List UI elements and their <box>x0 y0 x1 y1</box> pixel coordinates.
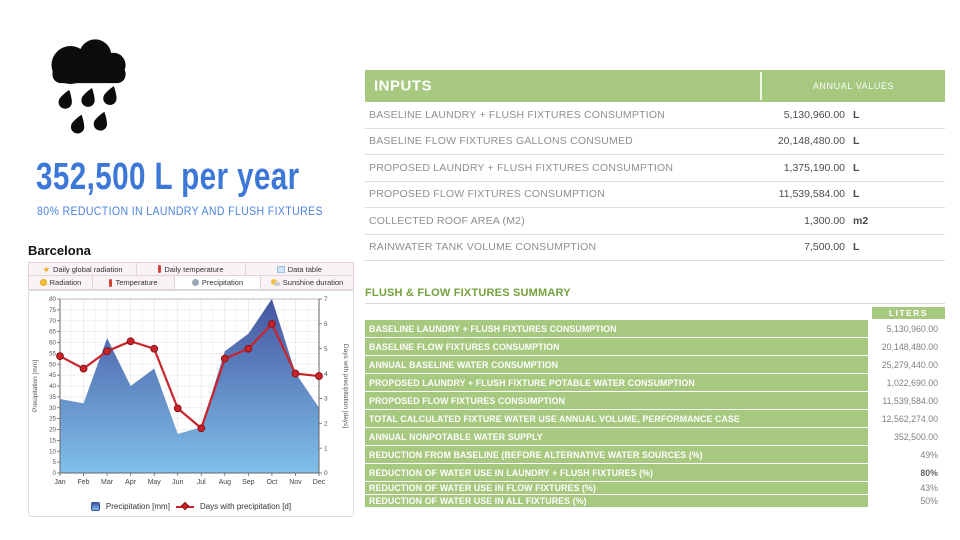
widget-tabs-row-2 <box>28 276 354 290</box>
row-value: 352,500.00 <box>893 431 938 442</box>
row-label: REDUCTION FROM BASELINE (BEFORE ALTERNATIVE WATER SOURCES (%) <box>365 446 868 463</box>
svg-text:75: 75 <box>49 306 56 314</box>
svg-text:7: 7 <box>324 296 328 304</box>
svg-text:Apr: Apr <box>125 479 137 486</box>
row-value: 7,500.00 <box>804 241 845 254</box>
tab-daily-global-radiation[interactable] <box>29 263 137 275</box>
row-unit: L <box>853 161 860 174</box>
row-label: ANNUAL NONPOTABLE WATER SUPPLY <box>365 428 868 445</box>
table-row <box>365 446 945 463</box>
svg-text:65: 65 <box>49 328 56 336</box>
svg-text:3: 3 <box>324 395 328 403</box>
svg-text:Mar: Mar <box>101 479 114 486</box>
tab-temperature[interactable] <box>93 276 175 289</box>
table-row <box>365 129 945 156</box>
svg-text:Precipitation [mm]: Precipitation [mm] <box>32 359 39 413</box>
widget-tabs-row-1 <box>28 262 354 276</box>
table-row <box>365 495 945 507</box>
row-value: 50% <box>920 496 938 506</box>
svg-text:1: 1 <box>324 445 328 453</box>
row-label: PROPOSED LAUNDRY + FLUSH FIXTURE POTABLE WATER CONSUMPTION <box>365 374 868 391</box>
table-row <box>365 235 945 262</box>
tab-sunshine-duration[interactable] <box>261 276 353 289</box>
table-row <box>365 356 945 373</box>
annual-supply-headline: 352,500 L per year <box>36 156 300 198</box>
row-value: 11,539,584.00 <box>778 188 845 201</box>
thermometer-icon <box>109 279 112 287</box>
row-label: REDUCTION OF WATER USE IN FLOW FIXTURES (%) <box>365 482 868 494</box>
svg-text:0: 0 <box>324 470 328 478</box>
row-label: BASELINE LAUNDRY + FLUSH FIXTURES CONSUMPTION <box>369 108 665 121</box>
tab-daily-temperature[interactable] <box>137 263 245 275</box>
row-value: 12,562,274.00 <box>881 413 938 424</box>
row-label: PROPOSED FLOW FIXTURES CONSUMPTION <box>369 188 606 201</box>
legend-label-days: Days with precipitation [d] <box>199 501 292 511</box>
row-label: COLLECTED ROOF AREA (M2) <box>369 214 525 227</box>
svg-text:Dec: Dec <box>312 479 326 486</box>
inputs-header-title: INPUTS <box>374 77 433 95</box>
precipitation-chart-panel <box>28 290 354 517</box>
row-label: RAINWATER TANK VOLUME CONSUMPTION <box>369 241 597 254</box>
row-label: TOTAL CALCULATED FIXTURE WATER USE ANNUAL VOLUME, PERFORMANCE CASE <box>365 410 868 427</box>
svg-text:Jul: Jul <box>196 479 206 486</box>
svg-text:70: 70 <box>49 317 56 325</box>
rain-cloud-svg <box>42 30 137 140</box>
tab-label: Daily global radiation <box>52 264 123 274</box>
tab-label: Precipitation <box>201 278 244 287</box>
svg-text:20: 20 <box>49 426 56 434</box>
table-row <box>365 182 945 209</box>
row-value: 20,148,480.00 <box>881 341 938 352</box>
inputs-table-header <box>365 70 945 102</box>
svg-text:60: 60 <box>49 339 56 347</box>
svg-text:10: 10 <box>49 448 56 456</box>
row-value: 5,130,960.00 <box>783 108 845 121</box>
table-row <box>365 410 945 427</box>
svg-text:Jun: Jun <box>172 479 184 486</box>
row-value: 20,148,480.00 <box>777 135 845 148</box>
weather-widget <box>28 243 354 517</box>
widget-city-title: Barcelona <box>28 243 91 258</box>
table-row <box>365 428 945 445</box>
row-label: ANNUAL BASELINE WATER CONSUMPTION <box>365 356 868 373</box>
precipitation-icon <box>192 279 199 286</box>
chart-legend <box>30 498 352 514</box>
svg-text:5: 5 <box>52 459 56 467</box>
row-label: BASELINE LAUNDRY + FLUSH FIXTURES CONSUMPTION <box>365 320 868 337</box>
svg-text:40: 40 <box>49 383 56 390</box>
row-label: REDUCTION OF WATER USE IN ALL FIXTURES (%) <box>365 495 868 507</box>
row-value: 49% <box>920 449 938 460</box>
svg-text:4: 4 <box>324 370 328 378</box>
sunshine-icon <box>271 279 280 286</box>
table-row <box>365 320 945 337</box>
star-icon <box>43 265 50 274</box>
svg-text:May: May <box>147 479 161 486</box>
svg-text:Oct: Oct <box>266 479 278 486</box>
svg-text:50: 50 <box>49 361 56 369</box>
svg-text:Sep: Sep <box>242 479 255 486</box>
row-value: 25,279,440.00 <box>881 359 938 370</box>
row-unit: L <box>853 135 860 148</box>
svg-text:35: 35 <box>49 393 56 401</box>
row-label: BASELINE FLOW FIXTURES GALLONS CONSUMED <box>369 135 633 148</box>
flush-flow-summary-table <box>365 287 945 508</box>
inputs-table <box>365 70 945 261</box>
row-value: 11,539,584.00 <box>882 395 938 406</box>
table-row <box>365 482 945 494</box>
svg-text:6: 6 <box>324 321 328 329</box>
row-value: 80% <box>920 467 938 478</box>
tab-label: Data table <box>287 264 322 274</box>
reduction-subtitle: 80% REDUCTION IN LAUNDRY AND FLUSH FIXTURES <box>37 204 323 218</box>
summary-header-row <box>365 307 945 319</box>
svg-text:5: 5 <box>324 345 328 353</box>
table-row <box>365 155 945 182</box>
svg-text:2: 2 <box>324 420 328 428</box>
svg-text:Nov: Nov <box>289 479 302 486</box>
row-value: 1,022,690.00 <box>886 377 938 388</box>
table-row <box>365 338 945 355</box>
tab-label: Temperature <box>115 278 158 287</box>
svg-text:0: 0 <box>52 470 56 477</box>
svg-text:15: 15 <box>49 437 56 445</box>
svg-text:25: 25 <box>49 415 56 423</box>
annual-values-header: ANNUAL VALUES <box>812 81 895 91</box>
row-label: REDUCTION OF WATER USE IN LAUNDRY + FLUSH FIXTURES (%) <box>365 464 868 481</box>
legend-label-precipitation: Precipitation [mm] <box>105 501 170 511</box>
row-value: 1,375,190.00 <box>783 161 845 174</box>
row-value: 5,130,960.00 <box>886 323 938 334</box>
tab-precipitation-active[interactable] <box>175 276 261 289</box>
svg-text:Jan: Jan <box>54 479 66 486</box>
row-label: PROPOSED FLOW FIXTURES CONSUMPTION <box>365 392 868 409</box>
tab-label: Sunshine duration <box>282 278 344 287</box>
precipitation-legend-swatch <box>91 502 100 511</box>
tab-label: Daily temperature <box>164 264 224 274</box>
row-value: 43% <box>920 483 938 493</box>
table-row <box>365 374 945 391</box>
svg-text:Aug: Aug <box>218 479 232 486</box>
svg-text:45: 45 <box>49 372 56 380</box>
table-row <box>365 102 945 129</box>
svg-text:55: 55 <box>49 350 56 358</box>
thermometer-icon <box>158 265 161 273</box>
row-unit: m2 <box>853 214 869 227</box>
liters-column-header: LITERS <box>872 307 945 319</box>
svg-text:Days with precipitation [days]: Days with precipitation [days] <box>342 343 349 429</box>
svg-text:Feb: Feb <box>77 479 90 486</box>
svg-text:30: 30 <box>49 404 56 412</box>
precipitation-chart <box>30 293 350 493</box>
table-row <box>365 208 945 235</box>
tab-radiation[interactable] <box>29 276 93 289</box>
row-unit: L <box>853 108 860 121</box>
row-unit: L <box>853 241 860 254</box>
days-legend-marker <box>176 505 194 508</box>
table-row <box>365 392 945 409</box>
data-table-icon <box>277 266 285 273</box>
row-label: BASELINE FLOW FIXTURES CONSUMPTION <box>365 338 868 355</box>
rain-cloud-icon <box>42 30 137 140</box>
row-label: PROPOSED LAUNDRY + FLUSH FIXTURES CONSUMPTION <box>369 161 674 174</box>
row-unit: L <box>853 188 860 201</box>
row-value: 1,300.00 <box>804 214 845 227</box>
table-row <box>365 464 945 481</box>
tab-data-table[interactable] <box>246 263 353 275</box>
svg-text:80: 80 <box>49 296 56 303</box>
sun-icon <box>40 279 47 286</box>
tab-label: Radiation <box>49 278 82 287</box>
summary-title: FLUSH & FLOW FIXTURES SUMMARY <box>365 287 945 304</box>
